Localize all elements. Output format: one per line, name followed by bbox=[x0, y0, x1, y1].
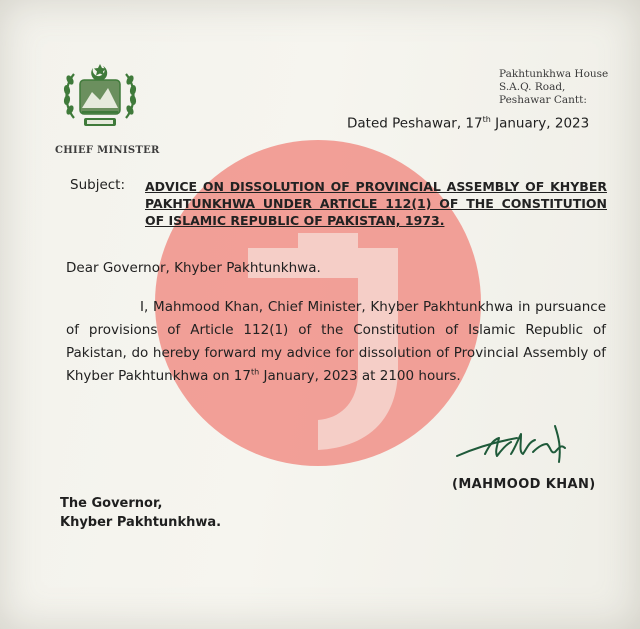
sender-address bbox=[499, 68, 608, 107]
date-suffix: January, 2023 bbox=[490, 115, 590, 132]
body-text-part2: January, 2023 at 2100 hours. bbox=[259, 368, 461, 384]
letter-date bbox=[347, 115, 589, 132]
date-ordinal: th bbox=[482, 115, 491, 124]
office-title: CHIEF MINISTER bbox=[55, 145, 160, 156]
address-line: S.A.Q. Road, bbox=[499, 81, 566, 93]
date-prefix: Dated Peshawar, 17 bbox=[347, 115, 483, 132]
addressee-line: The Governor, bbox=[60, 496, 163, 511]
handwritten-signature bbox=[455, 418, 575, 468]
salutation: Dear Governor, Khyber Pakhtunkhwa. bbox=[66, 260, 321, 276]
provincial-emblem-icon bbox=[60, 58, 140, 138]
letter-body bbox=[66, 296, 606, 388]
signatory-name: (MAHMOOD KHAN) bbox=[452, 477, 596, 492]
addressee-block bbox=[60, 494, 221, 532]
subject-label: Subject: bbox=[70, 177, 126, 193]
address-line: Pakhtunkhwa House bbox=[499, 68, 609, 80]
body-text-part1: I, Mahmood Khan, Chief Minister, Khyber Pakhtunkhwa in pursuance of provisions of Article 112(1) of the Constitution of Islamic Republic of Pakistan, do hereby forward my advice for dissolution of Provincial Assembly of Khyber Pakhtunkhwa on 17 bbox=[66, 299, 606, 384]
subject-text: ADVICE ON DISSOLUTION OF PROVINCIAL ASSEMBLY OF KHYBER PAKHTUNKHWA UNDER ARTICLE 112(1) OF THE CONSTITUTION OF ISLAMIC REPUBLIC OF PAKISTAN, 1973. bbox=[145, 179, 607, 228]
body-ordinal: th bbox=[250, 367, 260, 377]
addressee-line: Khyber Pakhtunkhwa. bbox=[60, 515, 222, 530]
address-line: Peshawar Cantt: bbox=[499, 94, 587, 106]
